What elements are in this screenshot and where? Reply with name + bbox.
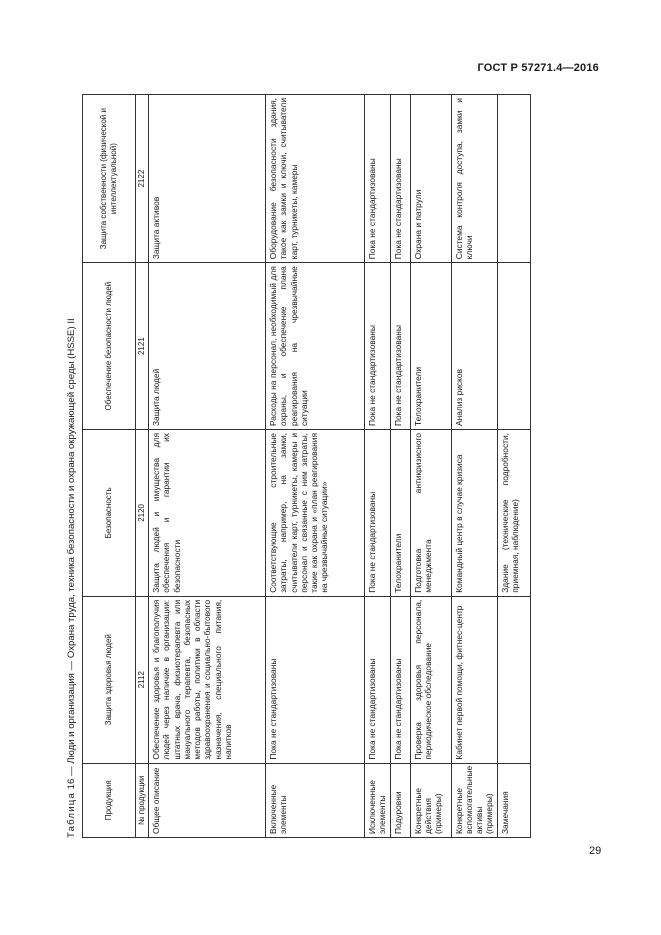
table-cell: Соответствующие строительные затраты, например, на замки, считыватели карт, турникеты, камеры и персонал и связанные с ним затраты, такие как охрана и «план реагирования на чрезвычайные ситуации»	[266, 430, 365, 597]
table-row	[149, 95, 266, 838]
product-number: 2121	[136, 263, 149, 430]
table-cell: Оборудование безопасности здания, такое как замки и ключи, считыватели карт, турникеты, камеры	[266, 95, 365, 263]
table-cell: Защита людей и имущества для обеспечения и гарантии их безопасности	[149, 430, 266, 597]
table-cell	[497, 95, 530, 263]
table-cell	[497, 596, 530, 763]
col-header-product: Продукция	[83, 763, 136, 837]
table-caption	[62, 318, 82, 838]
table-cell: Пока не стандартизованы	[365, 430, 391, 597]
table-cell: Подготовка антикризисного менеджмента	[410, 430, 451, 597]
table-cell: Защита людей	[149, 263, 266, 430]
col-header-health: Защита здоровья людей	[83, 596, 136, 763]
table-cell: Охрана и патрули	[410, 95, 451, 263]
page-number: 29	[589, 845, 602, 857]
product-number: 2122	[136, 95, 149, 263]
table-row	[451, 95, 497, 838]
row-label: Конкретные действия (примеры)	[410, 763, 451, 837]
table-cell: Пока не стандартизованы	[365, 263, 391, 430]
table-cell: Защита активов	[149, 95, 266, 263]
table-cell: Пока не стандартизованы	[266, 596, 365, 763]
table-cell: Телохранители	[390, 430, 410, 597]
table-row	[497, 95, 530, 838]
table-cell: Здание (технические подробности, приемная, наблюдение)	[497, 430, 530, 597]
row-label: Конкретные вспомогательные активы (примеры)	[451, 763, 497, 837]
table-cell: Проверка здоровья персонала, периодическое обследование	[410, 596, 451, 763]
table-caption-text: 16 — Люди и организация — Охрана труда, техника безопасности и охрана окружающей среды (HSSE) II	[66, 318, 77, 790]
product-number-label: № продукции	[136, 763, 149, 837]
table-row	[410, 95, 451, 838]
row-label: Подуровни	[390, 763, 410, 837]
product-number: 2112	[136, 596, 149, 763]
rotated-table-region	[62, 94, 520, 838]
row-label: Общее описание	[149, 763, 266, 837]
table-cell: Обеспечение здоровья и благополучия людей через наличие в организации: штатных врача, физиотерапевта или мануального терапевта, безопасных методов работы, политики в области здравоохранения и социально-бытового назначения, специального питания, напитков	[149, 596, 266, 763]
row-label: Замечания	[497, 763, 530, 837]
table-cell: Командный центр в случае кризиса	[451, 430, 497, 597]
table-row	[390, 95, 410, 838]
row-label: Включенные элементы	[266, 763, 365, 837]
col-header-security: Безопасность	[83, 430, 136, 597]
table-cell: Расходы на персонал, необходимый для охраны, и обеспечение плана реагирования на чрезвычайные ситуации	[266, 263, 365, 430]
col-header-people-safety: Обеспечение безопасности людей	[83, 263, 136, 430]
col-header-property: Защита собственности (физической и интеллектуальной)	[83, 95, 136, 263]
table-cell: Пока не стандартизованы	[390, 95, 410, 263]
table-cell: Телохранители	[410, 263, 451, 430]
table-cell	[497, 263, 530, 430]
standard-code: ГОСТ Р 57271.4—2016	[477, 62, 599, 74]
table-row	[266, 95, 365, 838]
product-number: 2120	[136, 430, 149, 597]
table-cell: Пока не стандартизованы	[390, 596, 410, 763]
table-header-row	[83, 95, 136, 838]
table-cell: Пока не стандартизованы	[365, 95, 391, 263]
table-cell: Кабинет первой помощи, фитнес-центр	[451, 596, 497, 763]
hsse-table	[82, 94, 531, 838]
table-number-row	[136, 95, 149, 838]
table-caption-label: Таблица	[66, 791, 77, 838]
table-cell: Анализ рисков	[451, 263, 497, 430]
row-label: Исключенные элементы	[365, 763, 391, 837]
table-row	[365, 95, 391, 838]
table-cell: Пока не стандартизованы	[365, 596, 391, 763]
table-cell: Пока не стандартизованы	[390, 263, 410, 430]
table-cell: Система контроля доступа, замки и ключи	[451, 95, 497, 263]
